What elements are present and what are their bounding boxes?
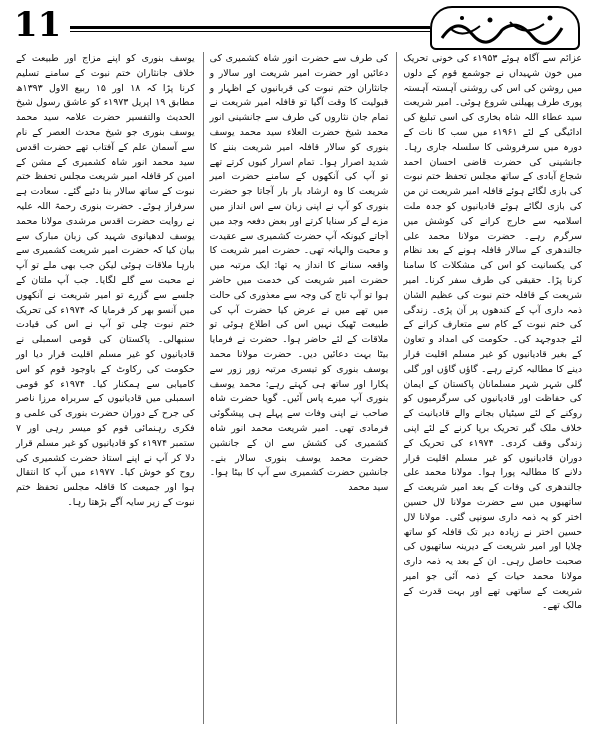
article-column-right [396, 52, 582, 724]
column-text: کی طرف سے حضرت انور شاہ کشمیری کی دعائیں اور حضرت امیر شریعت اور سالار و جانثاران ختم نبوت کی قربانیوں کے اظہار و قبولیت کا وقت آگیا تو قافلہ امیر شریعت نے تمام جان نثاروں کی طرف سے جانشینی انور محمد شیخ حضرت العلاء سید محمد یوسف بنوری کو سالار قافلہ امیر شریعت بننے کا شدید اصرار ہوا۔ تمام اسرار کیوں کرتے تھے تو آپ کی آنکھوں کے سامنے حضرت امیر شریعت کا وہ ارشاد بار بار آجاتا جو حضرت بنوری کو آپ نے اپنی زبان سے اس انداز میں مزے لے کر سنایا کرتے اور بعض دفعہ وجد میں آجاتے کیونکہ آپ حضرت کشمیری سے عقیدت و محبت والہانہ تھی۔ حضرت امیر شریعت کا واقعہ سنانے کا انداز یہ تھا: ایک مرتبہ میں حضرت امیر شریعت کی خدمت میں حاضر ہوا تو آپ تاج کی وجہ سے معذوری کی حالت میں تھے میں نے عرض کیا حضرت آپ کی طبیعت ٹھیک نہیں اس کی اطلاع ہوئی تو ملاقات کے لئے حاضر ہوا۔ حضرت نے فرمایا بیٹا بہت دعائیں دیں۔ حضرت مولانا محمد یوسف بنوری کو تیسری مرتبہ زور زور سے پکارا اور ساتھ ہی کہتے رہے: محمد یوسف بنوری آپ میرے پاس آئیں۔ گویا حضرت شاہ صاحب نے اپنی وفات سے پہلے ہی پیشگوئی فرمادی تھی۔ امیر شریعت محمد انور شاہ کشمیری کی کشش سے ان کے جانشین حضرت محمد یوسف بنوری سالار بنے۔ جانشین حضرت کشمیری سے آپ کا بیٹا ہوا۔ سید محمد [209, 53, 389, 494]
article-column-left [10, 52, 195, 724]
article-column-middle [203, 52, 389, 724]
article-columns [10, 52, 582, 724]
calligraphy-logo-icon [432, 8, 578, 48]
masthead-logo [430, 6, 580, 50]
header-rule-thin [70, 31, 430, 32]
page-number: 11 [14, 5, 62, 45]
column-text: عزائم سے آگاہ ہوئے ۱۹۵۳ء کی خونی تحریک میں خون شہیداں نے جوشمع قوم کے دلوں میں روشن کی اس کی روشنی آہستہ آہستہ پوری طرف پھیلنی شروع ہوئی۔ امیر شریعت سید عطاء اللہ شاہ بخاری کی اسی تبلیغ کی ادائیگی کے لئے ۱۹۶۱ء میں سب کا نات کے دورہ میں سرفروشی کا سلسلہ جاری رہا۔ جانشینی کی حضرت قاضی احسان احمد شجاع آبادی کے ساتھ مجلس تحفظ ختم نبوت کی بازی لگائے ہوئے قافلہ امیر شریعت تن من کی بازی لگائے ہوئے قادیانیوں کو جدہ ملت اسلامیہ سے خارج کرانے کی کوشش میں سرگرم رہے۔ حضرت مولانا محمد علی جالندھری کے سالار قافلہ ہونے کے بعد نظام کی یکسانیت کو اس کی مشکلات کا سامنا کرنا پڑا۔ حقیقی کی طرف سفر کرنا۔ امیر شریعت کے قافلہ ختم نبوت کی عظیم الشان ذمہ داری آپ کے کندھوں پر آن پڑی۔ زندگی کی ختم نبوت کے کام سے متعارف کرانے کے لئے جدوجہد کی۔ حکومت کی امداد و تعاون کے بغیر قادیانیوں کو غیر مسلم اقلیت قرار دینے کا مطالبہ کرتے رہے۔ گاؤں گاؤں اور گلی گلی شہر شہر مسلمانان پاکستان کے ایمان کی حفاظت اور قادیانیوں کی سرگرمیوں کو روکنے کے لئے سیٹیاں بجانے والے قادیانیت کے خلاف ملک گیر تحریک برپا کرنے کے لئے اپنی زندگی وقف کردی۔ ۱۹۷۴ء کی تحریک کے دوران قادیانیوں کو غیر مسلم اقلیت قرار دلانے کا مطالبہ پورا ہوا۔ مولانا محمد علی جالندھری کی وفات کے بعد امیر شریعت کے ساتھیوں میں سے حضرت مولانا لال حسین اختر کو یہ ذمہ داری سونپی گئی۔ مولانا لال حسین اختر نے زیادہ دیر تک قافلہ کو ساتھ چلایا اور امیر شریعت کے دیرینہ ساتھیوں کی صحبت حاصل رہی۔ ان کے بعد یہ ذمہ داری مولانا محمد حیات کے ذمہ آئی جو امیر شریعت کے ساتھی تھے اور بہت قدرت کے مالک تھے۔ [403, 53, 582, 612]
header-rule [70, 26, 430, 29]
column-text: یوسف بنوری کو اپنے مزاج اور طبیعت کے خلاف جانثاران ختم نبوت کے سامنے تسلیم کرنا پڑا کہ ۱۸ اور ۱۵ ربیع الاول ۱۳۹۳ھ مطابق ۱۹ اپریل ۱۹۷۳ء کو عاشق رسول شیخ الحدیث والتفسیر حضرت علامہ سید محمد یوسف بنوری جو شیخ محدث العصر کے نام سے آسمان علم کے آفتاب تھے حضرت اقدس سید محمد انور شاہ کشمیری کے مشن کے امین کر قافلہ امیر شریعت مجلس تحفظ ختم نبوت کے ساتھ سالار بنا دئیے گئے۔ سعادت ہے سرفراز ہوئے۔ حضرت بنوری رحمۃ اللہ علیہ نے روایت حضرت اقدس مرشدی مولانا محمد یوسف لدھیانوی شہید کی زبان مبارک سے بیان کیا کہ حضرت امیر شریعت کشمیری سے بارہا ملاقات ہوئی لیکن جب بھی ملے تو آپ نے محبت سے گلے لگایا۔ جب آپ ملتان کے جلسے سے گزرے تو امیر شریعت نے آنکھوں میں آنسو بھر کر فرمایا کہ ۱۹۷۴ء کی تحریک ختم نبوت چلی تو آپ نے اس کی قیادت سنبھالی۔ پاکستان کی قومی اسمبلی نے قادیانیوں کو غیر مسلم اقلیت قرار دیا اور حکومت کی رکاوٹ کے باوجود قوم کو اس کامیابی سے ہمکنار کیا۔ ۱۹۷۴ء کو قومی اسمبلی میں قادیانیوں کے سربراہ مرزا ناصر کی جرح کے دوران حضرت بنوری کی علمی و فکری رہنمائی قوم کو میسر رہی اور ۷ ستمبر ۱۹۷۴ء کو قادیانیوں کو غیر مسلم قرار دلا کر آپ نے اپنے استاذ حضرت کشمیری کی روح کو خوش کیا۔ ۱۹۷۷ء میں آپ کا انتقال ہوا اور جمیعت کا قافلہ مجلس تحفظ ختم نبوت کے زیر سایہ آگے بڑھتا رہا۔ [15, 53, 195, 508]
